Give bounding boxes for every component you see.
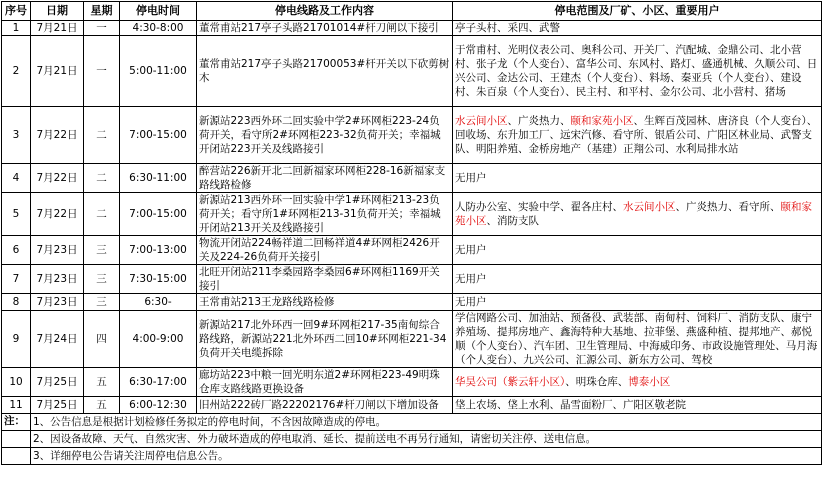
cell-weekday: 三 xyxy=(84,265,120,294)
scope-text: 、广炎热力、看守所、 xyxy=(675,201,781,213)
cell-weekday: 二 xyxy=(84,193,120,236)
cell-seq: 9 xyxy=(2,311,31,368)
cell-date: 7月25日 xyxy=(31,397,84,414)
cell-seq: 8 xyxy=(2,294,31,311)
cell-weekday: 二 xyxy=(84,107,120,164)
scope-text: 、明珠仓库、 xyxy=(565,376,629,388)
header-weekday: 星期 xyxy=(84,2,120,21)
scope-text: 、广炎热力、 xyxy=(507,115,571,127)
cell-line: 北旺开闭站211李桑园路李桑园6#环网柜1169开关接引 xyxy=(197,265,453,294)
cell-date: 7月22日 xyxy=(31,164,84,193)
cell-line: 新源站223西外环二回实验中学2#环网柜223-24负荷开关，看守所2#环网柜223-32负荷开关；幸福城开闭站223开关及线路接引 xyxy=(197,107,453,164)
table-row xyxy=(2,397,822,414)
highlighted-user: 华昊公司（紫云轩小区） xyxy=(455,376,566,388)
header-scope: 停电范围及厂矿、小区、重要用户 xyxy=(453,2,822,21)
cell-line: 新源站217北外环西一回9#环网柜217-35南甸综合路线路，新源站221北外环西二回10#环网柜221-34负荷开关电缆拆除 xyxy=(197,311,453,368)
cell-weekday: 三 xyxy=(84,294,120,311)
scope-text: 垡上农场、垡上水利、晶雪面粉厂、广阳区敬老院 xyxy=(455,399,686,411)
cell-date: 7月23日 xyxy=(31,236,84,265)
header-row xyxy=(2,2,822,21)
scope-text: 无用户 xyxy=(455,296,487,308)
scope-text: 人防办公室、实验中学、翟各庄村、 xyxy=(455,201,623,213)
cell-time: 4:30-8:00 xyxy=(120,21,197,36)
header-time: 停电时间 xyxy=(120,2,197,21)
cell-time: 6:30- xyxy=(120,294,197,311)
cell-line: 廊坊站223中粮一回光明东道2#环网柜223-49明珠仓库支路线路更换设备 xyxy=(197,368,453,397)
cell-scope xyxy=(453,21,822,36)
cell-line: 王常甫站213王龙路线路检修 xyxy=(197,294,453,311)
header-seq: 序号 xyxy=(2,2,31,21)
table-row xyxy=(2,193,822,236)
notes-spacer xyxy=(2,448,31,465)
cell-weekday: 三 xyxy=(84,236,120,265)
cell-line: 旧州站222砖厂路22202176#杆刀闸以下增加设备 xyxy=(197,397,453,414)
note-row xyxy=(2,448,822,465)
cell-line: 新源站213西外环一回实验中学1#环网柜213-23负荷开关；看守所1#环网柜213-31负荷开关；幸福城开闭站213开关及线路接引 xyxy=(197,193,453,236)
cell-line: 董常甫站217亭子头路21700053#杆开关以下砍剪树木 xyxy=(197,36,453,107)
cell-scope xyxy=(453,294,822,311)
cell-scope xyxy=(453,193,822,236)
cell-seq: 1 xyxy=(2,21,31,36)
cell-time: 5:00-11:00 xyxy=(120,36,197,107)
cell-weekday: 二 xyxy=(84,164,120,193)
cell-seq: 10 xyxy=(2,368,31,397)
header-date: 日期 xyxy=(31,2,84,21)
cell-seq: 2 xyxy=(2,36,31,107)
scope-text: 学信网路公司、加油站、预备役、武装部、南甸村、饲料厂、消防支队、康宁养殖场、提邦房地产、鑫海特种大基地、拉菲堡、燕盛种植、提邦地产、郝悦顺（个人变台）、汽车团、卫生管理局、中海威印务、市政设施管理处、马月海（个人变台）、九兴公司、汇源公司、新东方公司、驾校 xyxy=(455,312,818,366)
cell-scope xyxy=(453,368,822,397)
header-line: 停电线路及工作内容 xyxy=(197,2,453,21)
scope-text: 无用户 xyxy=(455,172,487,184)
cell-seq: 4 xyxy=(2,164,31,193)
highlighted-user: 颐和家苑小区 xyxy=(455,201,812,227)
cell-seq: 5 xyxy=(2,193,31,236)
cell-time: 6:30-17:00 xyxy=(120,368,197,397)
scope-text: 于常甫村、光明仪表公司、奥科公司、开关厂、汽配城、金鼎公司、北小营村、张子龙（个人变台）、富华公司、东风村、路灯、盛通机械、久顺公司、日兴公司、金达公司、王建杰（个人变台）、料场、秦亚兵（个人变台）、建设村、朱百泉（个人变台）、民主村、和平村、金尔公司、北小营村、猪场 xyxy=(455,44,818,98)
outage-schedule-table xyxy=(1,1,822,465)
cell-scope xyxy=(453,236,822,265)
cell-seq: 6 xyxy=(2,236,31,265)
table-row xyxy=(2,265,822,294)
table-row xyxy=(2,107,822,164)
cell-scope xyxy=(453,397,822,414)
scope-text: 亭子头村、采四、武警 xyxy=(455,22,560,34)
cell-scope xyxy=(453,164,822,193)
cell-time: 7:30-15:00 xyxy=(120,265,197,294)
note-item: 3、详细停电公告请关注周停电信息公告。 xyxy=(31,448,822,465)
cell-seq: 3 xyxy=(2,107,31,164)
cell-scope xyxy=(453,311,822,368)
cell-time: 4:00-9:00 xyxy=(120,311,197,368)
note-row xyxy=(2,414,822,431)
cell-scope xyxy=(453,107,822,164)
note-row xyxy=(2,431,822,448)
cell-date: 7月23日 xyxy=(31,294,84,311)
cell-time: 6:00-12:30 xyxy=(120,397,197,414)
cell-time: 7:00-15:00 xyxy=(120,193,197,236)
cell-seq: 7 xyxy=(2,265,31,294)
highlighted-user: 水云间小区 xyxy=(455,115,508,127)
table-row xyxy=(2,294,822,311)
notes-label: 注： xyxy=(2,414,31,431)
highlighted-user: 水云间小区 xyxy=(623,201,676,213)
scope-text: 、生辉百茂园林、唐济良（个人变台）、回收场、东升加工厂、远宋汽修、看守所、银盾公司、广阳区林业局、武警支队、明阳养殖、金桥房地产（基建）正翔公司、水利局排水站 xyxy=(455,115,818,155)
note-item: 2、因设备故障、天气、自然灾害、外力破坏造成的停电取消、延长、提前送电不再另行通知，请密切关注停、送电信息。 xyxy=(31,431,822,448)
highlighted-user: 颐和家苑小区 xyxy=(570,115,634,127)
cell-weekday: 一 xyxy=(84,21,120,36)
cell-date: 7月23日 xyxy=(31,265,84,294)
cell-line: 董常甫站217亭子头路21701014#杆刀闸以下接引 xyxy=(197,21,453,36)
cell-date: 7月25日 xyxy=(31,368,84,397)
cell-weekday: 四 xyxy=(84,311,120,368)
cell-scope xyxy=(453,36,822,107)
cell-date: 7月22日 xyxy=(31,193,84,236)
scope-text: 无用户 xyxy=(455,244,487,256)
table-row xyxy=(2,164,822,193)
cell-line: 物流开闭站224畅祥道二回畅祥道4#环网柜2426开关及224-26负荷开关接引 xyxy=(197,236,453,265)
cell-seq: 11 xyxy=(2,397,31,414)
table-row xyxy=(2,236,822,265)
note-item: 1、公告信息是根据计划检修任务拟定的停电时间，不含因故障造成的停电。 xyxy=(31,414,822,431)
scope-text: 、消防支队 xyxy=(486,215,539,227)
highlighted-user: 博泰小区 xyxy=(628,376,671,388)
cell-line: 醉营站226新开北二回新福家环网柜228-16新福家支路线路检修 xyxy=(197,164,453,193)
cell-date: 7月22日 xyxy=(31,107,84,164)
table-body xyxy=(2,21,822,414)
cell-time: 7:00-15:00 xyxy=(120,107,197,164)
cell-date: 7月21日 xyxy=(31,21,84,36)
cell-weekday: 一 xyxy=(84,36,120,107)
scope-text: 无用户 xyxy=(455,273,487,285)
notes-section xyxy=(2,414,822,465)
cell-scope xyxy=(453,265,822,294)
cell-date: 7月24日 xyxy=(31,311,84,368)
cell-time: 6:30-11:00 xyxy=(120,164,197,193)
notes-spacer xyxy=(2,431,31,448)
table-row xyxy=(2,311,822,368)
cell-weekday: 五 xyxy=(84,368,120,397)
table-row xyxy=(2,368,822,397)
cell-time: 7:00-13:00 xyxy=(120,236,197,265)
table-row xyxy=(2,21,822,36)
cell-weekday: 五 xyxy=(84,397,120,414)
cell-date: 7月21日 xyxy=(31,36,84,107)
table-row xyxy=(2,36,822,107)
